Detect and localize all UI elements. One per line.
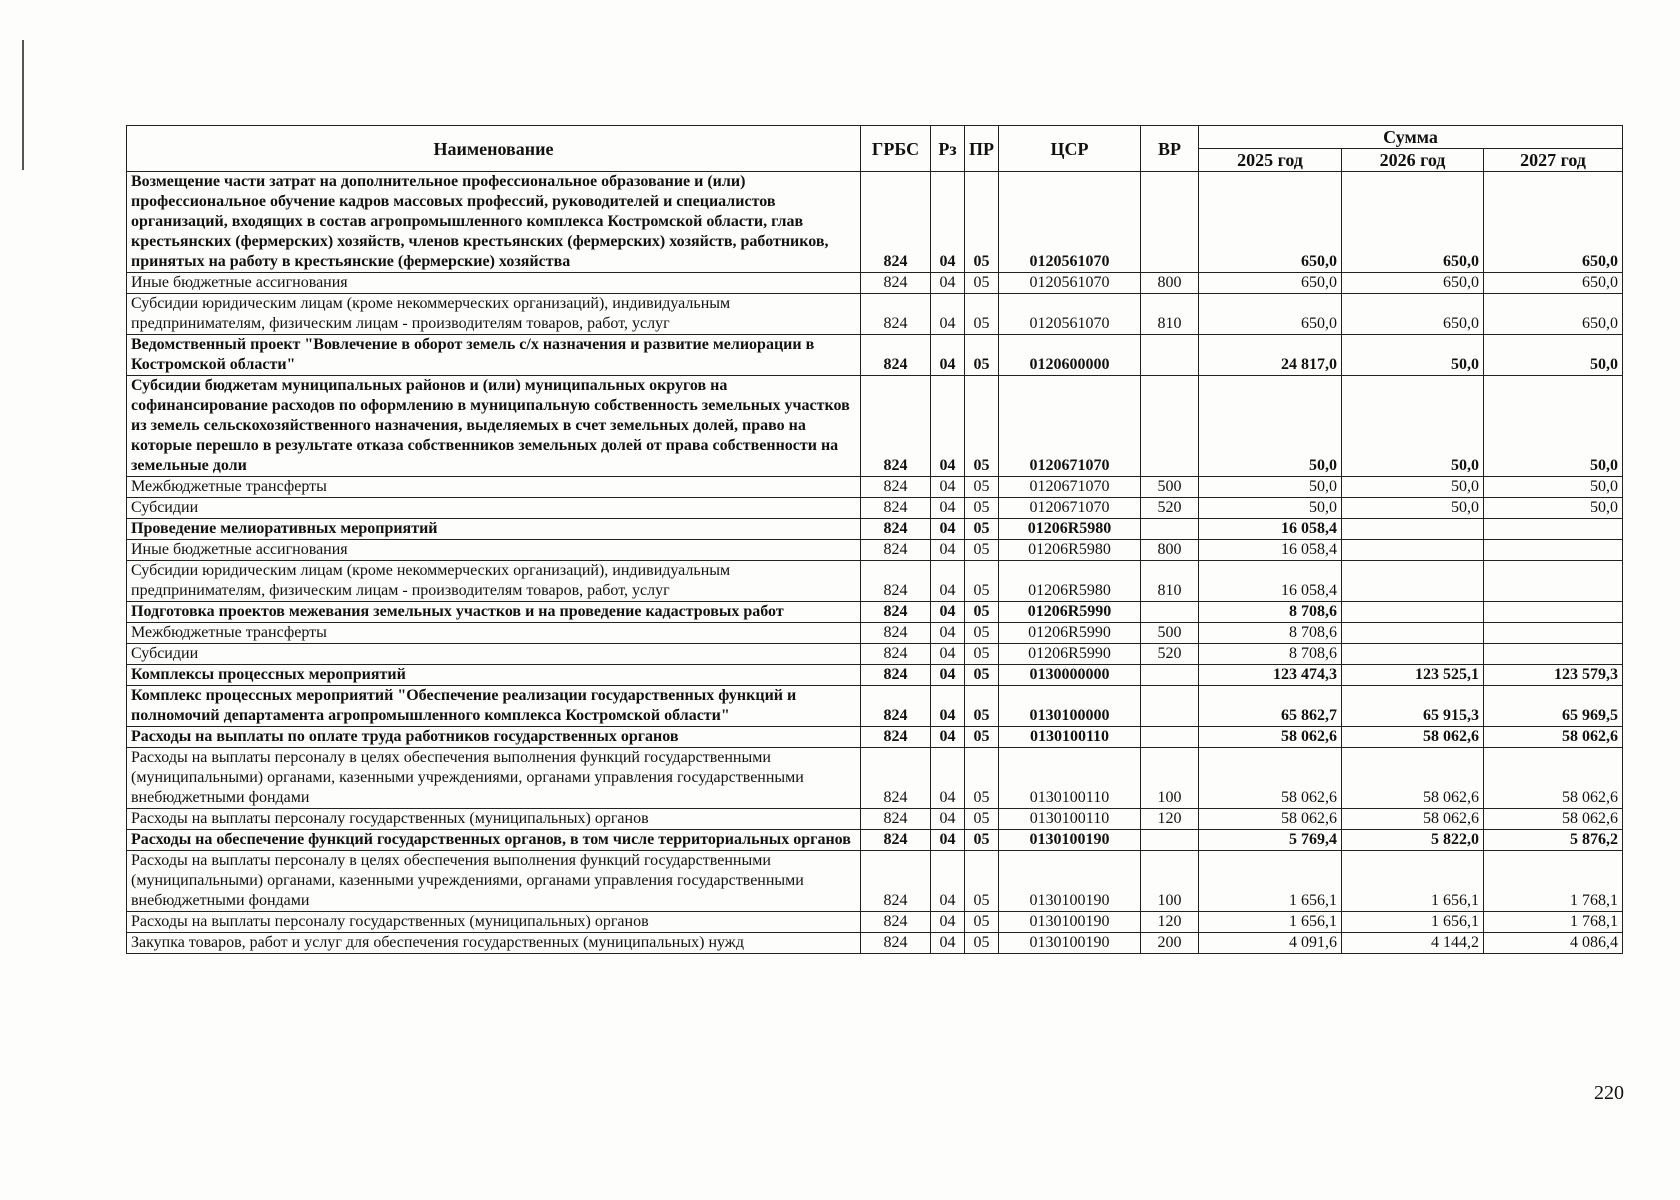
cell-vr: 100 xyxy=(1141,851,1199,912)
cell-2026: 50,0 xyxy=(1342,498,1484,519)
cell-pr: 05 xyxy=(965,561,999,602)
cell-rz: 04 xyxy=(931,830,965,851)
cell-2025: 65 862,7 xyxy=(1199,686,1342,727)
cell-2026: 58 062,6 xyxy=(1342,809,1484,830)
cell-vr xyxy=(1141,376,1199,477)
cell-grbs: 824 xyxy=(861,335,931,376)
table-row xyxy=(127,376,1623,477)
table-row xyxy=(127,602,1623,623)
cell-csr: 0130000000 xyxy=(999,665,1141,686)
cell-csr: 0130100110 xyxy=(999,727,1141,748)
cell-name: Субсидии xyxy=(127,644,861,665)
cell-rz: 04 xyxy=(931,294,965,335)
cell-pr: 05 xyxy=(965,477,999,498)
cell-pr: 05 xyxy=(965,540,999,561)
cell-rz: 04 xyxy=(931,727,965,748)
cell-2025: 8 708,6 xyxy=(1199,623,1342,644)
cell-2026: 5 822,0 xyxy=(1342,830,1484,851)
cell-vr: 500 xyxy=(1141,623,1199,644)
cell-2027: 5 876,2 xyxy=(1484,830,1623,851)
table-row xyxy=(127,477,1623,498)
header-vr: ВР xyxy=(1141,126,1199,172)
cell-grbs: 824 xyxy=(861,830,931,851)
cell-2026 xyxy=(1342,561,1484,602)
cell-2026 xyxy=(1342,623,1484,644)
cell-rz: 04 xyxy=(931,644,965,665)
table-body xyxy=(127,172,1623,954)
cell-vr: 120 xyxy=(1141,809,1199,830)
cell-csr: 0120671070 xyxy=(999,477,1141,498)
cell-2025: 123 474,3 xyxy=(1199,665,1342,686)
cell-vr: 520 xyxy=(1141,498,1199,519)
cell-vr xyxy=(1141,519,1199,540)
cell-pr: 05 xyxy=(965,809,999,830)
cell-csr: 0130100190 xyxy=(999,933,1141,954)
cell-2026 xyxy=(1342,519,1484,540)
cell-csr: 01206R5990 xyxy=(999,602,1141,623)
cell-2027: 123 579,3 xyxy=(1484,665,1623,686)
table-row xyxy=(127,644,1623,665)
cell-rz: 04 xyxy=(931,912,965,933)
header-grbs: ГРБС xyxy=(861,126,931,172)
cell-vr xyxy=(1141,727,1199,748)
cell-pr: 05 xyxy=(965,294,999,335)
cell-csr: 0130100110 xyxy=(999,809,1141,830)
cell-2025: 50,0 xyxy=(1199,376,1342,477)
cell-2026: 58 062,6 xyxy=(1342,727,1484,748)
cell-pr: 05 xyxy=(965,498,999,519)
cell-rz: 04 xyxy=(931,519,965,540)
cell-vr: 810 xyxy=(1141,561,1199,602)
cell-2027 xyxy=(1484,540,1623,561)
cell-name: Подготовка проектов межевания земельных участков и на проведение кадастровых работ xyxy=(127,602,861,623)
cell-2026: 50,0 xyxy=(1342,477,1484,498)
cell-vr xyxy=(1141,686,1199,727)
cell-pr: 05 xyxy=(965,519,999,540)
cell-rz: 04 xyxy=(931,540,965,561)
margin-line xyxy=(22,40,24,170)
cell-2027 xyxy=(1484,519,1623,540)
cell-2025: 8 708,6 xyxy=(1199,602,1342,623)
cell-2027: 4 086,4 xyxy=(1484,933,1623,954)
table-row xyxy=(127,294,1623,335)
cell-name: Расходы на выплаты персоналу государственных (муниципальных) органов xyxy=(127,912,861,933)
table-row xyxy=(127,912,1623,933)
header-row-top xyxy=(127,126,1623,149)
cell-name: Возмещение части затрат на дополнительное профессиональное образование и (или) профессиональное обучение кадров массовых профессий, руководителей и специалистов организаций, входящих в состав агропромышленного комплекса Костромской области, глав крестьянских (фермерских) хозяйств, членов крестьянских (фермерских) хозяйств, работников, принятых на работу в крестьянские (фермерские) хозяйства xyxy=(127,172,861,273)
cell-pr: 05 xyxy=(965,602,999,623)
table-row xyxy=(127,172,1623,273)
cell-2026: 50,0 xyxy=(1342,376,1484,477)
cell-csr: 0120561070 xyxy=(999,294,1141,335)
cell-csr: 0130100000 xyxy=(999,686,1141,727)
cell-2027 xyxy=(1484,623,1623,644)
cell-csr: 0130100190 xyxy=(999,830,1141,851)
cell-vr: 800 xyxy=(1141,273,1199,294)
cell-2026: 58 062,6 xyxy=(1342,748,1484,809)
table-row xyxy=(127,561,1623,602)
cell-2026: 1 656,1 xyxy=(1342,912,1484,933)
page-number: 220 xyxy=(1594,1082,1624,1104)
cell-rz: 04 xyxy=(931,561,965,602)
table-row xyxy=(127,933,1623,954)
cell-vr xyxy=(1141,335,1199,376)
cell-rz: 04 xyxy=(931,686,965,727)
cell-vr: 800 xyxy=(1141,540,1199,561)
cell-2025: 50,0 xyxy=(1199,477,1342,498)
table-row xyxy=(127,727,1623,748)
cell-2027: 50,0 xyxy=(1484,335,1623,376)
cell-2027 xyxy=(1484,602,1623,623)
cell-2026 xyxy=(1342,644,1484,665)
cell-name: Расходы на выплаты персоналу в целях обеспечения выполнения функций государственными (муниципальными) органами, казенными учреждениями, органами управления государственными внебюджетными фондами xyxy=(127,748,861,809)
cell-grbs: 824 xyxy=(861,727,931,748)
cell-2026: 650,0 xyxy=(1342,273,1484,294)
cell-2026: 123 525,1 xyxy=(1342,665,1484,686)
cell-pr: 05 xyxy=(965,172,999,273)
cell-2025: 24 817,0 xyxy=(1199,335,1342,376)
cell-pr: 05 xyxy=(965,376,999,477)
cell-2025: 16 058,4 xyxy=(1199,540,1342,561)
cell-vr xyxy=(1141,830,1199,851)
cell-grbs: 824 xyxy=(861,912,931,933)
cell-name: Расходы на обеспечение функций государственных органов, в том числе территориальных органов xyxy=(127,830,861,851)
table-row xyxy=(127,519,1623,540)
cell-2027: 58 062,6 xyxy=(1484,748,1623,809)
table-row xyxy=(127,830,1623,851)
cell-pr: 05 xyxy=(965,851,999,912)
cell-name: Комплекс процессных мероприятий "Обеспечение реализации государственных функций и полномочий департамента агропромышленного комплекса Костромской области" xyxy=(127,686,861,727)
cell-vr xyxy=(1141,665,1199,686)
cell-rz: 04 xyxy=(931,623,965,644)
cell-vr xyxy=(1141,172,1199,273)
cell-grbs: 824 xyxy=(861,561,931,602)
cell-pr: 05 xyxy=(965,644,999,665)
cell-csr: 01206R5980 xyxy=(999,561,1141,602)
cell-name: Субсидии бюджетам муниципальных районов и (или) муниципальных округов на софинансирование расходов по оформлению в муниципальную собственность земельных участков из земель сельскохозяйственного назначения, выделяемых в счет земельных долей, право на которые перешло в результате отказа собственников земельных долей от права собственности на земельные доли xyxy=(127,376,861,477)
cell-2025: 58 062,6 xyxy=(1199,809,1342,830)
cell-name: Проведение мелиоративных мероприятий xyxy=(127,519,861,540)
table-row xyxy=(127,748,1623,809)
cell-2025: 16 058,4 xyxy=(1199,561,1342,602)
cell-2026 xyxy=(1342,602,1484,623)
cell-csr: 01206R5980 xyxy=(999,519,1141,540)
budget-table xyxy=(126,125,1623,954)
header-sum: Сумма xyxy=(1199,126,1623,149)
cell-rz: 04 xyxy=(931,602,965,623)
cell-2025: 16 058,4 xyxy=(1199,519,1342,540)
cell-vr: 520 xyxy=(1141,644,1199,665)
cell-2026: 1 656,1 xyxy=(1342,851,1484,912)
cell-vr: 200 xyxy=(1141,933,1199,954)
table-row xyxy=(127,273,1623,294)
cell-grbs: 824 xyxy=(861,294,931,335)
cell-pr: 05 xyxy=(965,933,999,954)
cell-grbs: 824 xyxy=(861,519,931,540)
cell-2027 xyxy=(1484,644,1623,665)
cell-grbs: 824 xyxy=(861,376,931,477)
header-csr: ЦСР xyxy=(999,126,1141,172)
cell-2025: 58 062,6 xyxy=(1199,748,1342,809)
cell-2026: 4 144,2 xyxy=(1342,933,1484,954)
cell-2027: 650,0 xyxy=(1484,172,1623,273)
table-row xyxy=(127,665,1623,686)
cell-pr: 05 xyxy=(965,335,999,376)
header-year-2025: 2025 год xyxy=(1199,149,1342,172)
cell-2027: 50,0 xyxy=(1484,376,1623,477)
cell-vr: 100 xyxy=(1141,748,1199,809)
cell-vr: 120 xyxy=(1141,912,1199,933)
cell-2025: 8 708,6 xyxy=(1199,644,1342,665)
cell-2026 xyxy=(1342,540,1484,561)
cell-pr: 05 xyxy=(965,273,999,294)
cell-pr: 05 xyxy=(965,912,999,933)
cell-rz: 04 xyxy=(931,477,965,498)
cell-2025: 58 062,6 xyxy=(1199,727,1342,748)
cell-2025: 1 656,1 xyxy=(1199,912,1342,933)
cell-csr: 0120671070 xyxy=(999,498,1141,519)
table-row xyxy=(127,623,1623,644)
table-row xyxy=(127,540,1623,561)
cell-2025: 1 656,1 xyxy=(1199,851,1342,912)
cell-csr: 0120561070 xyxy=(999,273,1141,294)
table-row xyxy=(127,686,1623,727)
cell-grbs: 824 xyxy=(861,477,931,498)
cell-2027 xyxy=(1484,561,1623,602)
cell-rz: 04 xyxy=(931,376,965,477)
cell-2025: 650,0 xyxy=(1199,172,1342,273)
cell-grbs: 824 xyxy=(861,602,931,623)
cell-name: Комплексы процессных мероприятий xyxy=(127,665,861,686)
cell-rz: 04 xyxy=(931,273,965,294)
cell-grbs: 824 xyxy=(861,623,931,644)
cell-2025: 650,0 xyxy=(1199,294,1342,335)
cell-grbs: 824 xyxy=(861,809,931,830)
cell-csr: 0130100190 xyxy=(999,912,1141,933)
cell-2027: 650,0 xyxy=(1484,273,1623,294)
cell-csr: 0130100110 xyxy=(999,748,1141,809)
header-year-2026: 2026 год xyxy=(1342,149,1484,172)
cell-csr: 0120561070 xyxy=(999,172,1141,273)
table-row xyxy=(127,851,1623,912)
cell-name: Субсидии юридическим лицам (кроме некоммерческих организаций), индивидуальным предпринимателям, физическим лицам - производителям товаров, работ, услуг xyxy=(127,294,861,335)
cell-2027: 50,0 xyxy=(1484,498,1623,519)
cell-name: Межбюджетные трансферты xyxy=(127,623,861,644)
cell-2027: 1 768,1 xyxy=(1484,912,1623,933)
cell-rz: 04 xyxy=(931,172,965,273)
cell-csr: 0120671070 xyxy=(999,376,1141,477)
cell-grbs: 824 xyxy=(861,540,931,561)
table-header xyxy=(127,126,1623,172)
cell-pr: 05 xyxy=(965,727,999,748)
cell-rz: 04 xyxy=(931,335,965,376)
cell-grbs: 824 xyxy=(861,273,931,294)
cell-2026: 650,0 xyxy=(1342,294,1484,335)
cell-name: Субсидии юридическим лицам (кроме некоммерческих организаций), индивидуальным предпринимателям, физическим лицам - производителям товаров, работ, услуг xyxy=(127,561,861,602)
cell-name: Расходы на выплаты персоналу в целях обеспечения выполнения функций государственными (муниципальными) органами, казенными учреждениями, органами управления государственными внебюджетными фондами xyxy=(127,851,861,912)
header-rz: Рз xyxy=(931,126,965,172)
cell-rz: 04 xyxy=(931,498,965,519)
cell-grbs: 824 xyxy=(861,644,931,665)
cell-2027: 50,0 xyxy=(1484,477,1623,498)
cell-grbs: 824 xyxy=(861,686,931,727)
cell-name: Иные бюджетные ассигнования xyxy=(127,540,861,561)
cell-2025: 4 091,6 xyxy=(1199,933,1342,954)
cell-csr: 0120600000 xyxy=(999,335,1141,376)
header-name: Наименование xyxy=(127,126,861,172)
table-row xyxy=(127,498,1623,519)
cell-2027: 650,0 xyxy=(1484,294,1623,335)
cell-name: Закупка товаров, работ и услуг для обеспечения государственных (муниципальных) нужд xyxy=(127,933,861,954)
cell-2027: 1 768,1 xyxy=(1484,851,1623,912)
header-year-2027: 2027 год xyxy=(1484,149,1623,172)
cell-2026: 50,0 xyxy=(1342,335,1484,376)
cell-csr: 01206R5990 xyxy=(999,623,1141,644)
cell-csr: 0130100190 xyxy=(999,851,1141,912)
cell-grbs: 824 xyxy=(861,851,931,912)
cell-2027: 58 062,6 xyxy=(1484,727,1623,748)
cell-grbs: 824 xyxy=(861,748,931,809)
cell-grbs: 824 xyxy=(861,498,931,519)
cell-pr: 05 xyxy=(965,830,999,851)
cell-pr: 05 xyxy=(965,686,999,727)
cell-rz: 04 xyxy=(931,748,965,809)
cell-name: Расходы на выплаты по оплате труда работников государственных органов xyxy=(127,727,861,748)
cell-pr: 05 xyxy=(965,748,999,809)
cell-2026: 65 915,3 xyxy=(1342,686,1484,727)
cell-grbs: 824 xyxy=(861,172,931,273)
cell-vr: 500 xyxy=(1141,477,1199,498)
cell-pr: 05 xyxy=(965,665,999,686)
cell-2026: 650,0 xyxy=(1342,172,1484,273)
cell-rz: 04 xyxy=(931,851,965,912)
cell-name: Расходы на выплаты персоналу государственных (муниципальных) органов xyxy=(127,809,861,830)
table-row xyxy=(127,335,1623,376)
cell-pr: 05 xyxy=(965,623,999,644)
cell-rz: 04 xyxy=(931,665,965,686)
cell-name: Межбюджетные трансферты xyxy=(127,477,861,498)
cell-2025: 50,0 xyxy=(1199,498,1342,519)
cell-csr: 01206R5990 xyxy=(999,644,1141,665)
table-row xyxy=(127,809,1623,830)
cell-rz: 04 xyxy=(931,933,965,954)
cell-2027: 65 969,5 xyxy=(1484,686,1623,727)
header-pr: ПР xyxy=(965,126,999,172)
cell-vr: 810 xyxy=(1141,294,1199,335)
cell-vr xyxy=(1141,602,1199,623)
cell-2025: 5 769,4 xyxy=(1199,830,1342,851)
cell-csr: 01206R5980 xyxy=(999,540,1141,561)
cell-grbs: 824 xyxy=(861,933,931,954)
cell-grbs: 824 xyxy=(861,665,931,686)
cell-name: Иные бюджетные ассигнования xyxy=(127,273,861,294)
cell-rz: 04 xyxy=(931,809,965,830)
cell-name: Субсидии xyxy=(127,498,861,519)
cell-name: Ведомственный проект "Вовлечение в оборот земель с/х назначения и развитие мелиорации в Костромской области" xyxy=(127,335,861,376)
cell-2025: 650,0 xyxy=(1199,273,1342,294)
cell-2027: 58 062,6 xyxy=(1484,809,1623,830)
